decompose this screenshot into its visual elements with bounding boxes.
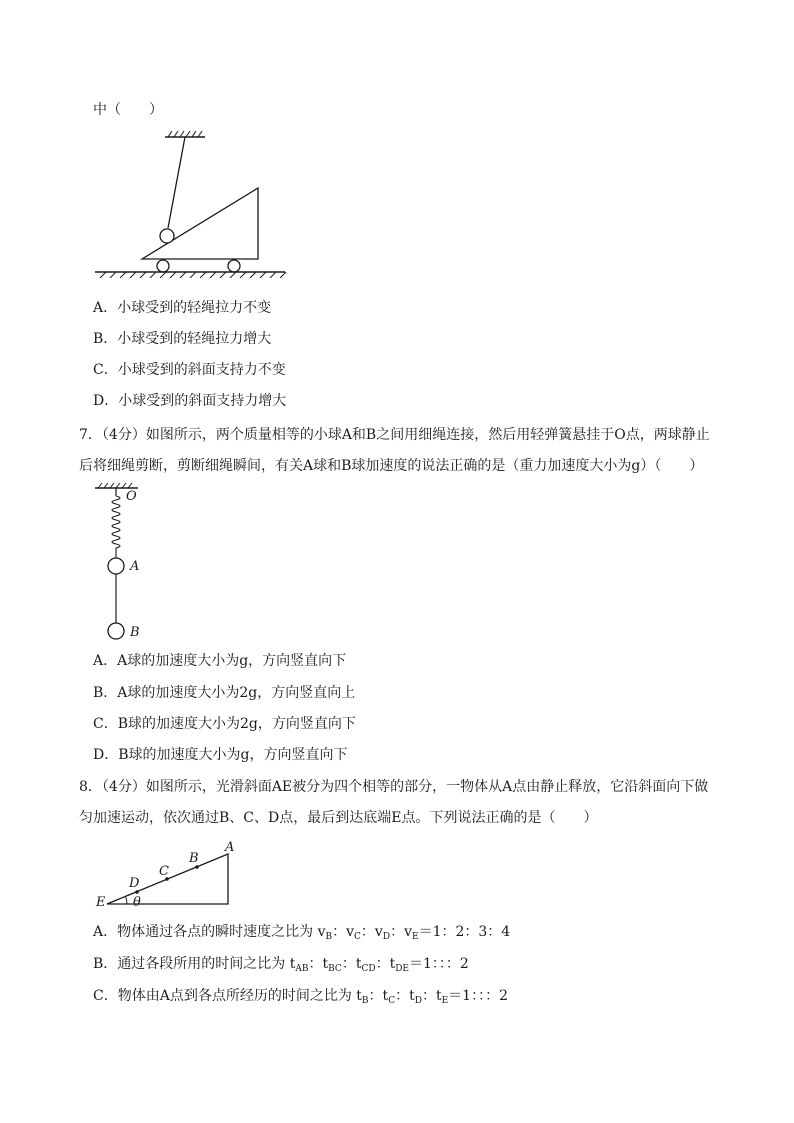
sub-b: B [325,932,333,942]
q8-option-c [93,986,508,1011]
ratio: 1：2：3：4 [432,924,511,940]
sub-d: D [382,932,391,942]
t-symbol: t [355,956,362,972]
ball-a [108,558,124,574]
v-symbol: v [374,924,383,940]
rope [168,137,185,228]
sub-bc: BC [328,964,342,974]
label-theta: θ [133,895,141,910]
q8-option-a [93,922,510,947]
sub-d: D [414,996,422,1006]
sep: ： [390,924,405,940]
q6-stem-tail: 中（ ） [93,102,163,118]
label-c: C [159,864,169,879]
sep: ： [360,924,375,940]
ratio: 1：：：2 [462,988,508,1004]
t-symbol: t [382,988,389,1004]
sub-cd: CD [361,964,376,974]
label-o: O [126,489,137,504]
t-symbol: t [409,988,415,1004]
sub-e: E [411,932,419,942]
ceiling-hatch [168,131,202,137]
option-c-text: C．物体由A点到各点所经历的时间之比为 [93,988,357,1004]
q7-option-c: C．B球的加速度大小为2g，方向竖直向下 [93,716,356,732]
v-symbol: v [317,924,326,940]
equals: ＝ [418,924,433,940]
option-a-text: A．物体通过各点的瞬时速度之比为 [93,924,318,940]
label-b: B [189,851,199,866]
incline-wedge [142,188,258,259]
v-symbol: v [404,924,412,940]
angle-arc [126,897,128,904]
sep: ： [341,956,356,972]
sep: ： [421,988,436,1004]
q7-figure-spring-balls [90,481,160,643]
q7-option-d: D．B球的加速度大小为g，方向竖直向下 [93,747,348,763]
ceiling-hatch [98,483,132,488]
equals: ＝ [409,956,424,972]
t-symbol: t [322,956,329,972]
q8-figure-incline [92,836,242,911]
spring [112,496,120,558]
label-d: D [129,876,140,891]
v-symbol: v [346,924,355,940]
t-symbol: t [289,956,296,972]
sep: ： [308,956,323,972]
q8-stem-line1: 8．（4分）如图所示，光滑斜面AE被分为四个相等的部分，一物体从A点由静止释放，它沿斜面向下做 [79,779,709,795]
sub-e: E [441,996,449,1006]
q6-option-b: B．小球受到的轻绳拉力增大 [93,331,272,347]
ground-hatch [100,272,286,278]
q7-stem-line1: 7．（4分）如图所示，两个质量相等的小球A和B之间用细绳连接，然后用轻弹簧悬挂于O点，两球静止 [79,427,710,443]
q7-option-b: B．A球的加速度大小为2g，方向竖直向上 [93,685,356,701]
sep: ： [375,956,390,972]
ball [160,229,174,243]
q7-option-a: A．A球的加速度大小为g，方向竖直向下 [93,653,347,669]
t-symbol: t [389,956,396,972]
q6-option-a: A．小球受到的轻绳拉力不变 [93,300,272,316]
equals: ＝ [448,988,463,1004]
sub-c: C [354,932,361,942]
ball-b [108,623,124,639]
label-a: A [130,559,140,574]
q6-figure-cart-incline [90,128,290,278]
label-a: A [225,840,235,855]
q7-stem-line2: 后将细绳剪断，剪断细绳瞬间，有关A球和B球加速度的说法正确的是（重力加速度大小为g）（ ） [79,458,704,474]
option-b-text: B．通过各段所用的时间之比为 [93,956,290,972]
sub-b: B [361,996,369,1006]
q6-option-d: D．小球受到的斜面支持力增大 [93,393,287,409]
t-symbol: t [356,988,362,1004]
t-symbol: t [435,988,442,1004]
wheel-right [228,260,240,272]
q8-option-b [93,954,469,979]
ratio: 1：：：2 [423,956,469,972]
sep: ： [332,924,347,940]
label-b: B [130,625,140,640]
sep: ： [368,988,383,1004]
sep: ： [395,988,410,1004]
sub-c: C [388,996,396,1006]
sub-ab: AB [295,964,309,974]
wheel-left [157,260,169,272]
label-e: E [96,895,106,910]
q6-option-c: C．小球受到的斜面支持力不变 [93,362,286,378]
sub-de: DE [395,964,410,974]
q8-stem-line2: 匀加速运动，依次通过B、C、D点，最后到达底端E点。下列说法正确的是（ ） [79,810,598,826]
